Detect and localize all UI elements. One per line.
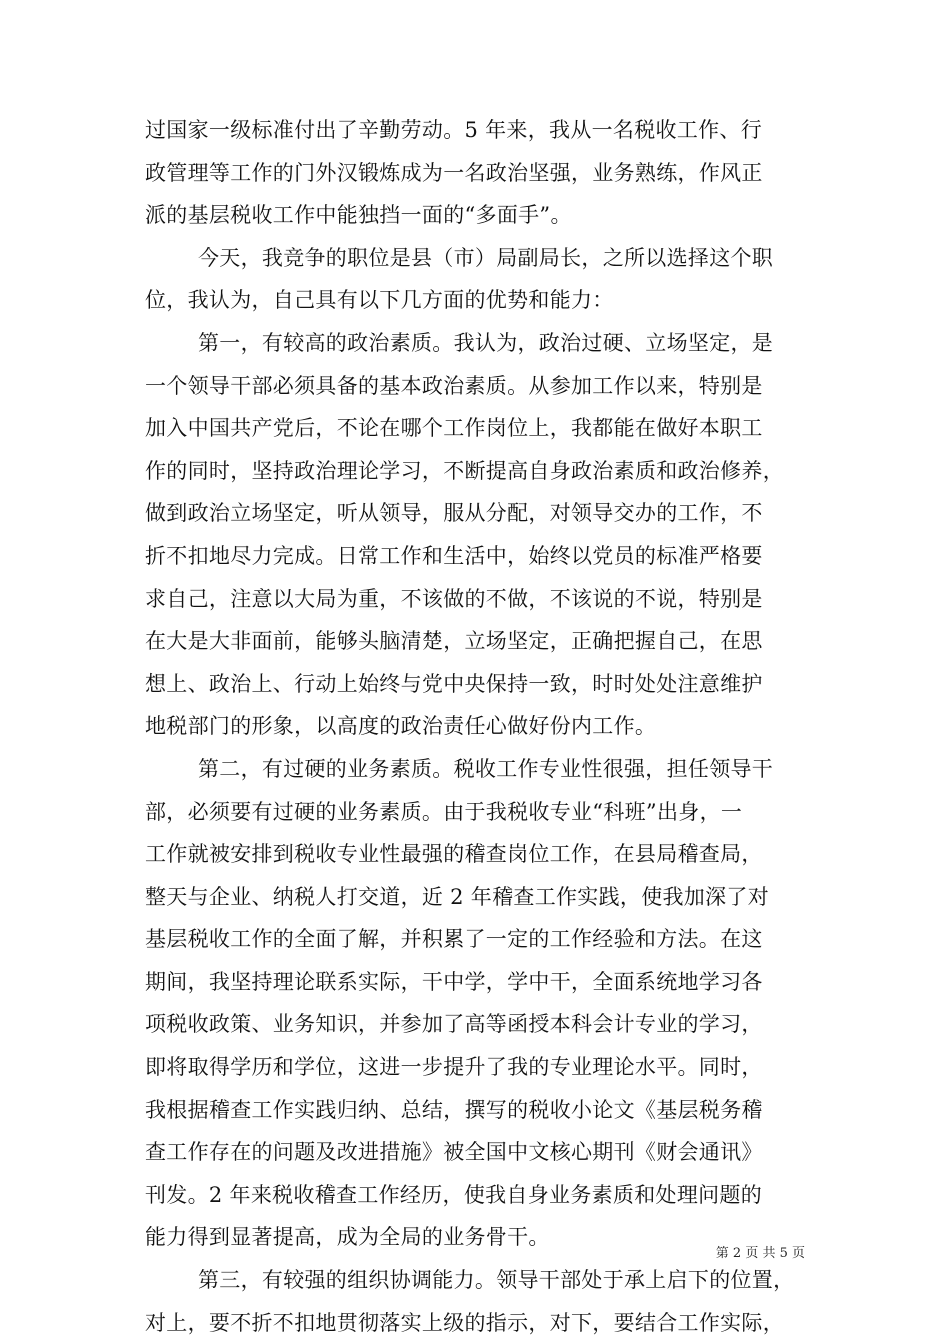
text-line: 基层税收工作的全面了解，并积累了一定的工作经验和方法。在这 (145, 927, 763, 952)
text-line: 刊发。2 年来税收稽查工作经历，使我自身业务素质和处理问题的 (145, 1182, 763, 1207)
text-line: 对上，要不折不扣地贯彻落实上级的指示，对下，要结合工作实际， (145, 1310, 784, 1335)
text-line: 派的基层税收工作中能独挡一面的“多面手”。 (145, 203, 572, 228)
text-line: 部，必须要有过硬的业务素质。由于我税收专业“科班”出身，一 (145, 799, 743, 824)
text-line: 查工作存在的问题及改进措施》被全国中文核心期刊《财会通讯》 (145, 1140, 763, 1165)
text-line: 期间，我坚持理论联系实际，干中学，学中干，全面系统地学习各 (145, 969, 763, 994)
text-line: 想上、政治上、行动上始终与党中央保持一致，时时处处注意维护 (145, 671, 763, 696)
text-line: 我根据稽查工作实践归纳、总结，撰写的税收小论文《基层税务稽 (145, 1097, 763, 1122)
text-line: 第二，有过硬的业务素质。税收工作专业性很强，担任领导干 (198, 756, 774, 781)
text-line: 工作就被安排到税收专业性最强的稽查岗位工作，在县局稽查局， (145, 842, 763, 867)
text-line: 做到政治立场坚定，听从领导，服从分配，对领导交办的工作，不 (145, 501, 763, 526)
text-line: 政管理等工作的门外汉锻炼成为一名政治坚强，业务熟练，作风正 (145, 160, 763, 185)
text-line: 在大是大非面前，能够头脑清楚，立场坚定，正确把握自己，在思 (145, 629, 763, 654)
text-line: 即将取得学历和学位，这进一步提升了我的专业理论水平。同时， (145, 1055, 763, 1080)
text-line: 地税部门的形象，以高度的政治责任心做好份内工作。 (145, 714, 657, 739)
text-line: 第三，有较强的组织协调能力。领导干部处于承上启下的位置， (198, 1268, 795, 1293)
text-line: 加入中国共产党后，不论在哪个工作岗位上，我都能在做好本职工 (145, 416, 763, 441)
text-line: 折不扣地尽力完成。日常工作和生活中，始终以党员的标准严格要 (145, 543, 763, 568)
text-line: 一个领导干部必须具备的基本政治素质。从参加工作以来，特别是 (145, 373, 763, 398)
text-line: 今天，我竞争的职位是县（市）局副局长，之所以选择这个职 (198, 245, 774, 270)
text-line: 第一，有较高的政治素质。我认为，政治过硬、立场坚定，是 (198, 330, 774, 355)
text-line: 过国家一级标准付出了辛勤劳动。5 年来，我从一名税收工作、行 (145, 118, 763, 142)
page-number-footer: 第 2 页 共 5 页 (715, 1246, 805, 1261)
document-body (145, 109, 810, 1344)
text-line: 求自己，注意以大局为重，不该做的不做，不该说的不说，特别是 (145, 586, 763, 611)
text-line: 整天与企业、纳税人打交道，近 2 年稽查工作实践，使我加深了对 (145, 884, 770, 909)
text-line: 能力得到显著提高，成为全局的业务骨干。 (145, 1225, 550, 1250)
text-line: 作的同时，坚持政治理论学习，不断提高自身政治素质和政治修养， (145, 458, 784, 483)
text-line: 项税收政策、业务知识，并参加了高等函授本科会计专业的学习， (145, 1012, 763, 1037)
text-line: 位，我认为，自己具有以下几方面的优势和能力： (145, 288, 614, 313)
